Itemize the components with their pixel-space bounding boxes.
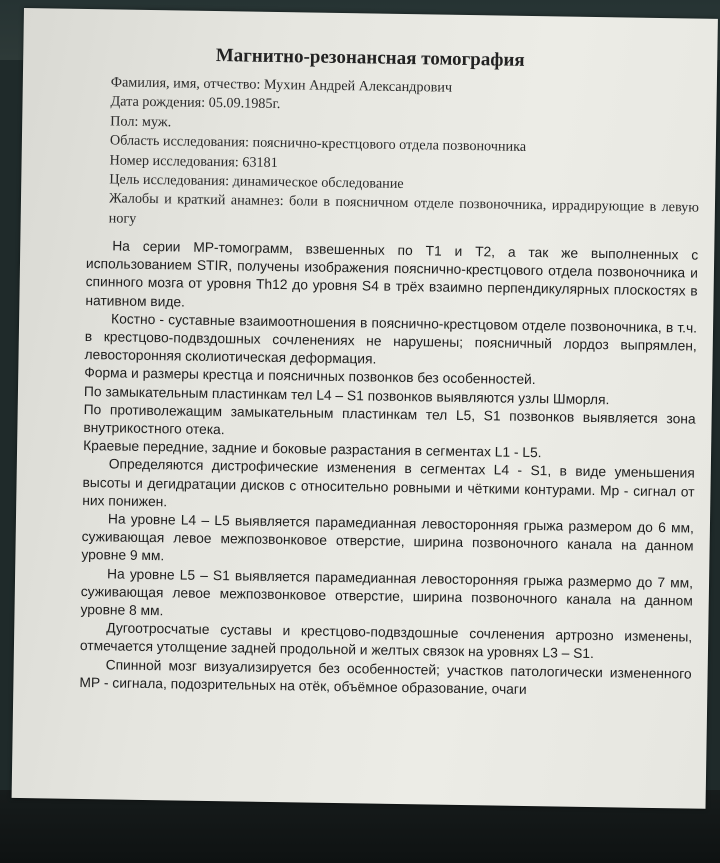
document-title: Магнитно-резонансная томография bbox=[215, 45, 525, 71]
paragraph-hernia-l4-l5: На уровне L4 – L5 выявляется парамедианная левосторонняя грыжа размером до 6 мм, суживающая левое межпозвонковое отверстие, ширина позвоночного канала на данном уровне 9 мм. bbox=[81, 511, 695, 564]
field-purpose: Цель исследования: динамическое обследование bbox=[109, 171, 404, 193]
patient-info bbox=[109, 73, 701, 237]
report-body bbox=[79, 237, 698, 702]
document-page bbox=[12, 8, 718, 809]
field-complaints: Жалобы и краткий анамнез: боли в поясничном отделе позвоночника, иррадирующие в левую ногу bbox=[108, 190, 700, 227]
field-sex: Пол: муж. bbox=[110, 113, 172, 131]
paragraph-osteophytes: Краевые передние, задние и боковые разрастания в сегментах L1 - L5. bbox=[83, 438, 542, 461]
field-birthdate: Дата рождения: 05.09.1985г. bbox=[110, 93, 281, 113]
paragraph-series: На серии МР-томограмм, взвешенных по Т1 и Т2, а так же выполненных с использованием STIR, получены изображения пояснично-крестцового отдела позвоночника и спинного мозга от уровня Th12 до уровня S4 в трёх взаимно перпендикулярных плоскостях в нативном виде. bbox=[85, 238, 699, 310]
paragraph-sacrum-shape: Форма и размеры крестца и поясничных позвонков без особенностей. bbox=[84, 365, 536, 388]
paragraph-dystrophic: Определяются дистрофические изменения в сегментах L4 - S1, в виде уменьшения высоты и дегидратации дисков с относительно ровными и чёткими контурами. Мр - сигнал от них понижен. bbox=[82, 456, 695, 510]
field-name: Фамилия, имя, отчество: Мухин Андрей Александрович bbox=[110, 74, 453, 96]
paragraph-edema: По противолежащим замыкательным пластинкам тел L5, S1 позвонков выявляется зона внутрикостного отека. bbox=[83, 401, 696, 438]
paragraph-schmorl: По замыкательным пластинкам тел L4 – S1 позвонков выявляются узлы Шморля. bbox=[83, 383, 610, 407]
field-study-number: Номер исследования: 63181 bbox=[109, 151, 278, 171]
paragraph-hernia-l5-s1: На уровне L5 – S1 выявляется парамедианная левосторонняя грыжа размермо до 7 мм, суживающая левое межпозвонковое отверстие, ширина позвоночного канала на данном уровне 8 мм. bbox=[80, 566, 694, 619]
paragraph-spinal-cord: Спинной мозг визуализируется без особенностей; участков патологически измененного МР - сигнала, подозрительных на отёк, объёмное образование, очаги bbox=[79, 657, 692, 697]
field-region: Область исследования: пояснично-крестцового отдела позвоночника bbox=[109, 132, 527, 156]
paragraph-bone-joint: Костно - суставные взаимоотношения в пояснично-крестцовом отделе позвоночника, в т.ч. в крестцово-подвздошных сочленениях не нарушены; поясничный лордоз выпрямлен, левосторонняя сколиотическая деформация. bbox=[84, 311, 698, 367]
paragraph-facet-joints: Дугоотросчатые суставы и крестцово-подвздошные сочленения артрозно изменены, отмечается утолщение задней продольной и желтых связок на уровнях L3 – S1. bbox=[79, 620, 693, 662]
